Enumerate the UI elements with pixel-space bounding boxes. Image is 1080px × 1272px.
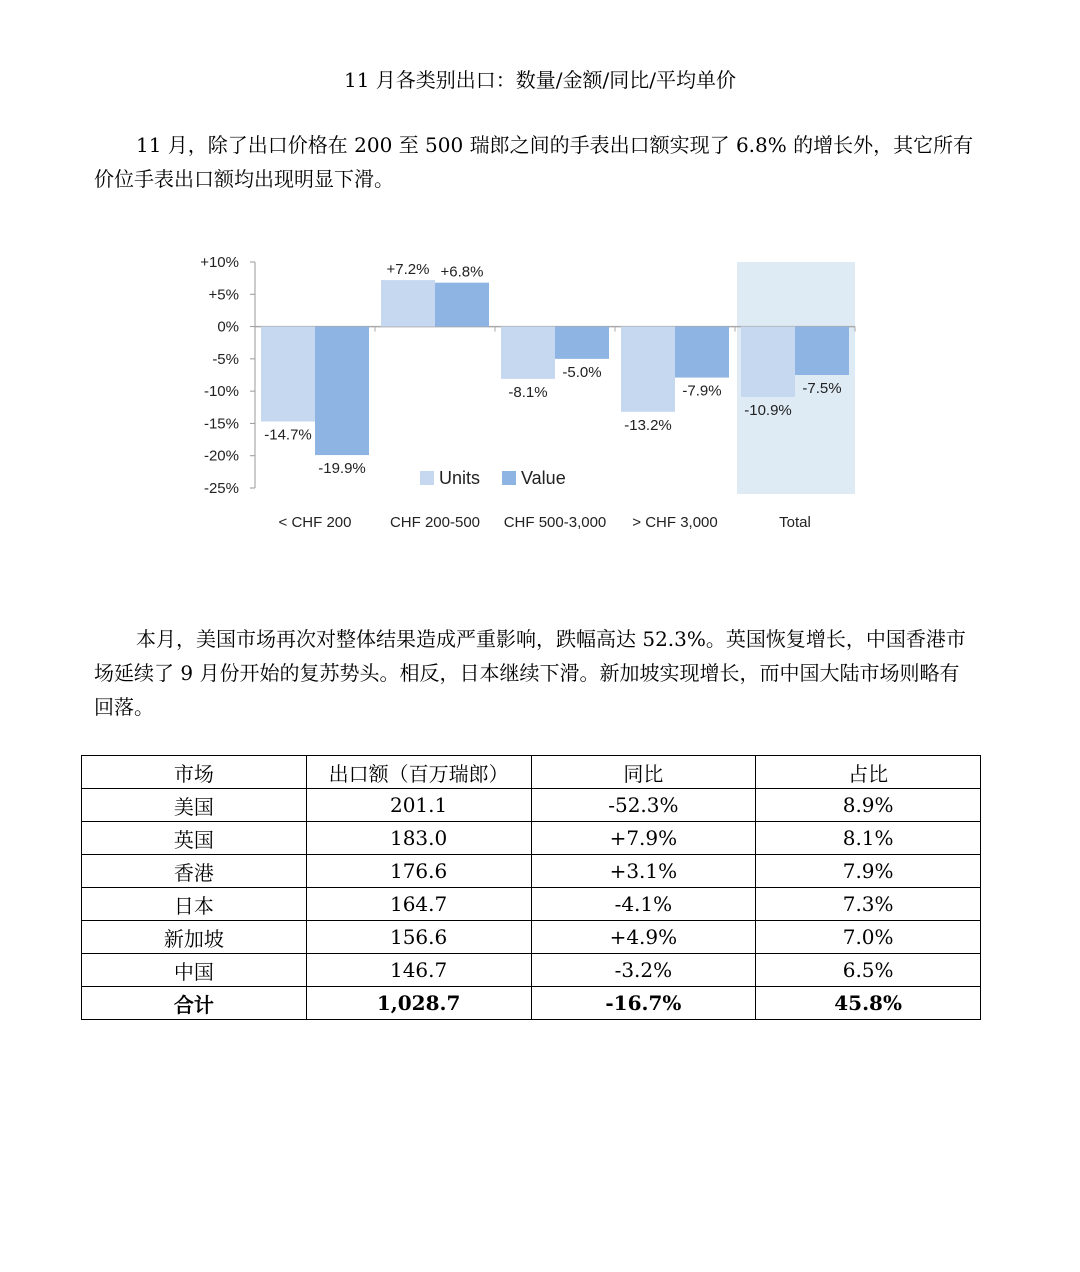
- bar-value-2: [555, 327, 609, 359]
- market-export-table: [81, 755, 981, 1020]
- paragraph-category-summary: 11 月，除了出口价格在 200 至 500 瑞郎之间的手表出口额实现了 6.8% 的增长外，其它所有价位手表出口额均出现明显下滑。: [94, 133, 974, 191]
- cell-share: 8.1%: [756, 822, 981, 855]
- cell-market: 日本: [82, 888, 307, 921]
- legend-label: Value: [521, 468, 566, 488]
- data-label: -5.0%: [562, 363, 602, 381]
- data-label: -7.9%: [682, 382, 722, 400]
- bar-value-3: [675, 327, 729, 378]
- x-category-label: > CHF 3,000: [632, 514, 718, 531]
- data-label: +7.2%: [386, 261, 430, 279]
- bar-units-1: [381, 280, 435, 326]
- y-tick-label: -15%: [203, 415, 239, 433]
- x-category-label: CHF 500-3,000: [503, 514, 607, 531]
- cell-share: 7.3%: [756, 888, 981, 921]
- data-label: -13.2%: [624, 416, 672, 434]
- cell-yoy: +3.1%: [531, 855, 756, 888]
- x-category-label: Total: [779, 514, 811, 531]
- bar-value-0: [315, 327, 369, 455]
- col-header-share: 占比: [756, 756, 981, 789]
- cell-export-value: 146.7: [306, 954, 531, 987]
- data-label: -19.9%: [318, 460, 366, 478]
- cell-total-label: 合计: [82, 987, 307, 1020]
- legend-swatch-units: [420, 471, 434, 485]
- cell-market: 英国: [82, 822, 307, 855]
- bar-units-4: [741, 327, 795, 397]
- legend-label: Units: [439, 468, 481, 488]
- cell-market: 香港: [82, 855, 307, 888]
- data-label: +6.8%: [440, 263, 484, 281]
- cell-yoy: +7.9%: [531, 822, 756, 855]
- table-row: [82, 789, 981, 822]
- bar-units-3: [621, 327, 675, 412]
- cell-export-value: 156.6: [306, 921, 531, 954]
- data-label: -14.7%: [264, 426, 312, 444]
- cell-export-value: 164.7: [306, 888, 531, 921]
- data-label: -8.1%: [508, 383, 548, 401]
- y-tick-label: +10%: [200, 254, 239, 271]
- cell-market: 美国: [82, 789, 307, 822]
- cell-export-value: 176.6: [306, 855, 531, 888]
- cell-share: 7.0%: [756, 921, 981, 954]
- y-tick-label: +5%: [208, 286, 239, 304]
- cell-export-value: 183.0: [306, 822, 531, 855]
- cell-total-share: 45.8%: [756, 987, 981, 1020]
- table-header-row: [82, 756, 981, 789]
- table-row: [82, 822, 981, 855]
- bar-value-1: [435, 283, 489, 327]
- cell-share: 8.9%: [756, 789, 981, 822]
- col-header-yoy: 同比: [531, 756, 756, 789]
- table-row: [82, 855, 981, 888]
- paragraph-market-summary: 本月，美国市场再次对整体结果造成严重影响，跌幅高达 52.3%。英国恢复增长，中国香港市场延续了 9 月份开始的复苏势头。相反，日本继续下滑。新加坡实现增长，而中国大陆市场则略有回落。: [94, 627, 966, 719]
- y-tick-label: 0%: [217, 318, 239, 336]
- cell-total-export-value: 1,028.7: [306, 987, 531, 1020]
- y-tick-label: -20%: [203, 447, 239, 465]
- data-label: -10.9%: [744, 401, 792, 419]
- col-header-market: 市场: [82, 756, 307, 789]
- cell-yoy: -3.2%: [531, 954, 756, 987]
- cell-market: 新加坡: [82, 921, 307, 954]
- export-change-bar-chart: [170, 244, 880, 544]
- x-category-label: < CHF 200: [278, 514, 352, 531]
- x-category-label: CHF 200-500: [389, 514, 481, 531]
- bar-units-2: [501, 327, 555, 379]
- y-tick-label: -10%: [203, 383, 239, 401]
- table-row: [82, 888, 981, 921]
- cell-share: 6.5%: [756, 954, 981, 987]
- bar-units-0: [261, 327, 315, 422]
- table-total-row: [82, 987, 981, 1020]
- legend-swatch-value: [502, 471, 516, 485]
- section-title: 11 月各类别出口：数量/金额/同比/平均单价: [343, 68, 737, 92]
- cell-market: 中国: [82, 954, 307, 987]
- y-tick-label: -5%: [212, 350, 239, 368]
- table-row: [82, 921, 981, 954]
- cell-yoy: +4.9%: [531, 921, 756, 954]
- table-row: [82, 954, 981, 987]
- data-label: -7.5%: [802, 380, 842, 397]
- y-tick-label: -25%: [203, 480, 239, 497]
- cell-yoy: -52.3%: [531, 789, 756, 822]
- cell-share: 7.9%: [756, 855, 981, 888]
- cell-yoy: -4.1%: [531, 888, 756, 921]
- cell-total-yoy: -16.7%: [531, 987, 756, 1020]
- bar-value-4: [795, 327, 849, 375]
- cell-export-value: 201.1: [306, 789, 531, 822]
- col-header-export-value: 出口额（百万瑞郎）: [306, 756, 531, 789]
